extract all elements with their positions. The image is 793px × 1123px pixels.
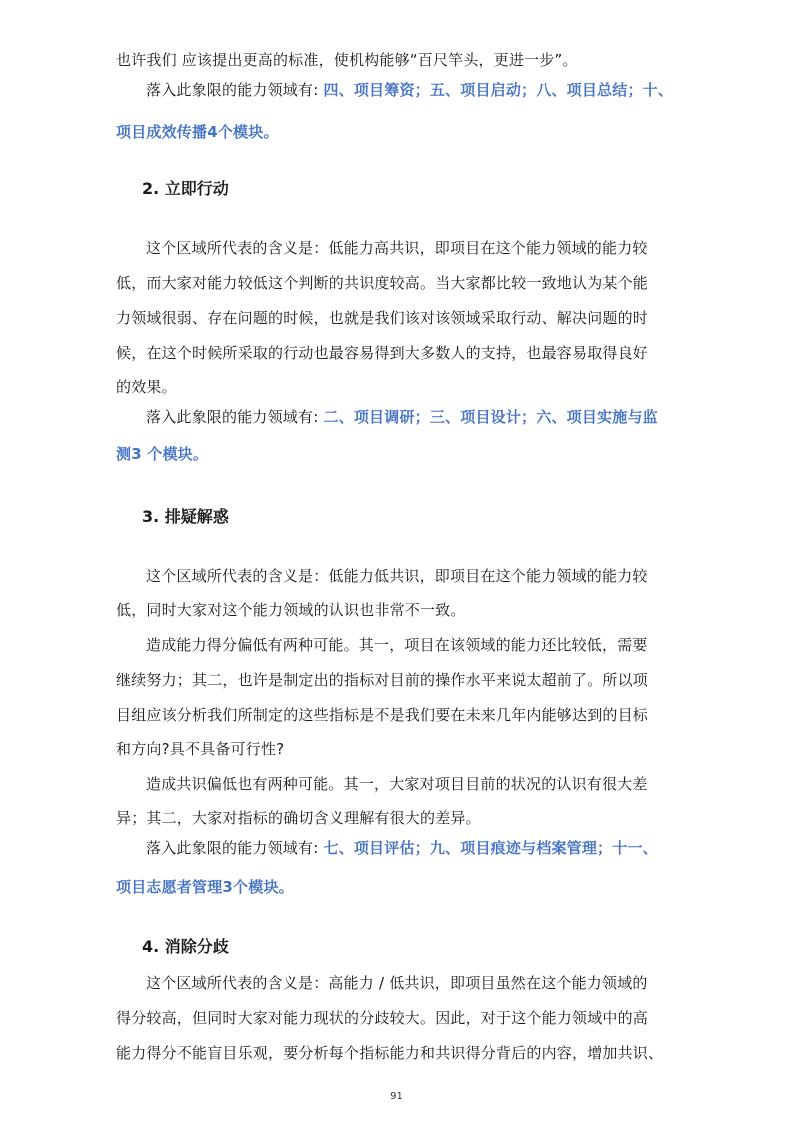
- modules-list: 七、项目评估；九、项目痕迹与档案管理；十一、: [323, 839, 658, 857]
- paragraph-line: 这个区域所代表的含义是：低能力高共识，即项目在这个能力领域的能力较: [146, 239, 648, 257]
- modules-prefix: 落入此象限的能力领域有:: [146, 81, 319, 99]
- modules-list-cont: 项目成效传播4个模块。: [116, 123, 279, 141]
- paragraph-line: 低，同时大家对这个能力领域的认识也非常不一致。: [116, 601, 466, 619]
- paragraph-line: 这个区域所代表的含义是：高能力 / 低共识，即项目虽然在这个能力领域的: [146, 974, 648, 992]
- modules-prefix: 落入此象限的能力领域有:: [146, 408, 319, 426]
- section-heading: 2. 立即行动: [142, 179, 229, 198]
- paragraph-line: 造成能力得分偏低有两种可能。其一，项目在该领域的能力还比较低，需要: [146, 636, 648, 654]
- modules-line: [146, 407, 658, 427]
- modules-list-cont: 测3 个模块。: [116, 445, 209, 463]
- paragraph-line: 力领域很弱、存在问题的时候，也就是我们该对该领域采取行动、解决问题的时: [116, 309, 649, 327]
- modules-prefix: 落入此象限的能力领域有:: [146, 839, 319, 857]
- paragraph-line: 和方向?具不具备可行性?: [116, 740, 285, 758]
- modules-line: [146, 838, 658, 858]
- paragraph-line: 这个区域所代表的含义是：低能力低共识，即项目在这个能力领域的能力较: [146, 567, 648, 585]
- paragraph-line: 造成共识偏低也有两种可能。其一，大家对项目目前的状况的认识有很大差: [146, 775, 648, 793]
- paragraph-line: 候，在这个时候所采取的行动也最容易得到大多数人的支持，也最容易取得良好: [116, 344, 649, 362]
- modules-list: 四、项目筹资；五、项目启动；八、项目总结；十、: [323, 81, 674, 99]
- modules-line: [146, 80, 673, 100]
- paragraph-line: 也许我们 应该提出更高的标准，使机构能够“百尺竿头，更进一步”。: [116, 51, 578, 69]
- modules-list-cont: 项目志愿者管理3个模块。: [116, 878, 294, 896]
- paragraph-line: 能力得分不能盲目乐观，要分析每个指标能力和共识得分背后的内容，增加共识、: [116, 1044, 664, 1062]
- paragraph-line: 的效果。: [116, 378, 177, 396]
- paragraph-line: 得分较高，但同时大家对能力现状的分歧较大。因此，对于这个能力领域中的高: [116, 1009, 649, 1027]
- paragraph-line: 异；其二，大家对指标的确切含义理解有很大的差异。: [116, 809, 481, 827]
- paragraph-line: 目组应该分析我们所制定的这些指标是不是我们要在未来几年内能够达到的目标: [116, 706, 649, 724]
- section-heading: 3. 排疑解惑: [142, 507, 229, 526]
- page-number: 91: [390, 1091, 403, 1102]
- modules-list: 二、项目调研；三、项目设计；六、项目实施与监: [323, 408, 658, 426]
- section-heading: 4. 消除分歧: [142, 937, 229, 956]
- paragraph-line: 继续努力；其二，也许是制定出的指标对目前的操作水平来说太超前了。所以项: [116, 671, 649, 689]
- paragraph-line: 低，而大家对能力较低这个判断的共识度较高。当大家都比较一致地认为某个能: [116, 274, 649, 292]
